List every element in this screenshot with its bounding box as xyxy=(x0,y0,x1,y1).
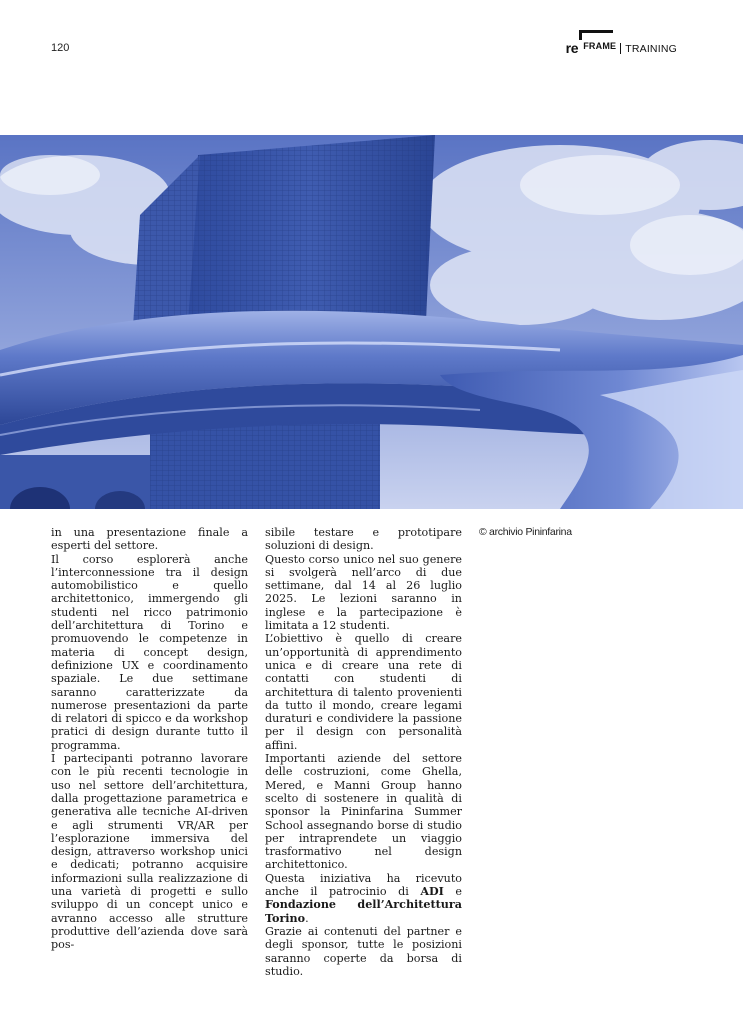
magazine-masthead xyxy=(566,30,677,54)
patronage-and: e xyxy=(443,885,463,899)
patronage-intro: Questa iniziativa ha ricevuto anche il patrocinio di xyxy=(265,871,462,899)
paragraph: Il corso esplorerà anche l’interconnessione tra il design automobilistico e quello architettonico, immergendo gli studenti nel ricco patrimonio dell’architettura di Torino e promuovendo le competenze in materia di concept design, definizione UX e coordinamento spaziale. Le due settimane saranno caratterizzate da numerose presentazioni da parte di relatori di spicco e da workshop pratici di design durante tutto il programma. xyxy=(51,552,248,752)
org-adi: ADI xyxy=(420,885,444,899)
article-column-1 xyxy=(51,526,248,952)
paragraph: in una presentazione finale a esperti del settore. xyxy=(51,526,248,553)
article-column-2 xyxy=(265,526,462,978)
hero-photo xyxy=(0,135,743,509)
paragraph: I partecipanti potranno lavorare con le più recenti tecnologie in uso nel settore dell’architettura, dalla progettazione parametrica e generativa alle tecniche AI-driven e agli strumenti VR/AR per l’esplorazione immersiva del design, attraverso workshop unici e dedicati; potranno acquisire informazioni sulla realizzazione di una varietà di progetti e sullo sviluppo di un concept unico e avranno accesso alle strutture produttive dell’azienda dove sarà pos- xyxy=(51,752,248,952)
masthead-divider xyxy=(620,43,621,54)
paragraph: Questo corso unico nel suo genere si svolgerà nell’arco di due settimane, dal 14 al 26 luglio 2025. Le lezioni saranno in inglese e la partecipazione è limitata a 12 studenti. xyxy=(265,552,462,633)
page-number: 120 xyxy=(51,42,70,54)
logo-frame-mark xyxy=(579,30,616,54)
paragraph: Importanti aziende del settore delle costruzioni, come Ghella, Mered, e Manni Group hanno scelto di sostenere in qualità di sponsor la Pininfarina Summer School assegnando borse di studio per intraprendete un viaggio trasformativo nel design architettonico. xyxy=(265,752,462,872)
paragraph: sibile testare e prototipare soluzioni di design. xyxy=(265,526,462,553)
section-label: TRAINING xyxy=(625,43,677,55)
logo-re-text: re xyxy=(565,40,579,56)
photo-credit: © archivio Pininfarina xyxy=(479,526,572,538)
patronage-end: . xyxy=(305,911,309,925)
reframe-logo xyxy=(566,30,617,54)
patronage-paragraph xyxy=(265,872,462,925)
paragraph: Grazie ai contenuti del partner e degli sponsor, tutte le posizioni saranno coperte da borsa di studio. xyxy=(265,924,462,978)
architecture-illustration xyxy=(0,135,743,509)
paragraph: L’obiettivo è quello di creare un’opportunità di apprendimento unica e di creare una rete di contatti con studenti di architettura di talento provenienti da tutto il mondo, creare legami duraturi e condividere la passione per il design con personalità affini. xyxy=(265,632,462,752)
logo-frame-text: FRAME xyxy=(583,41,617,51)
org-fondazione: Fondazione dell’Architettura Torino xyxy=(265,898,462,925)
